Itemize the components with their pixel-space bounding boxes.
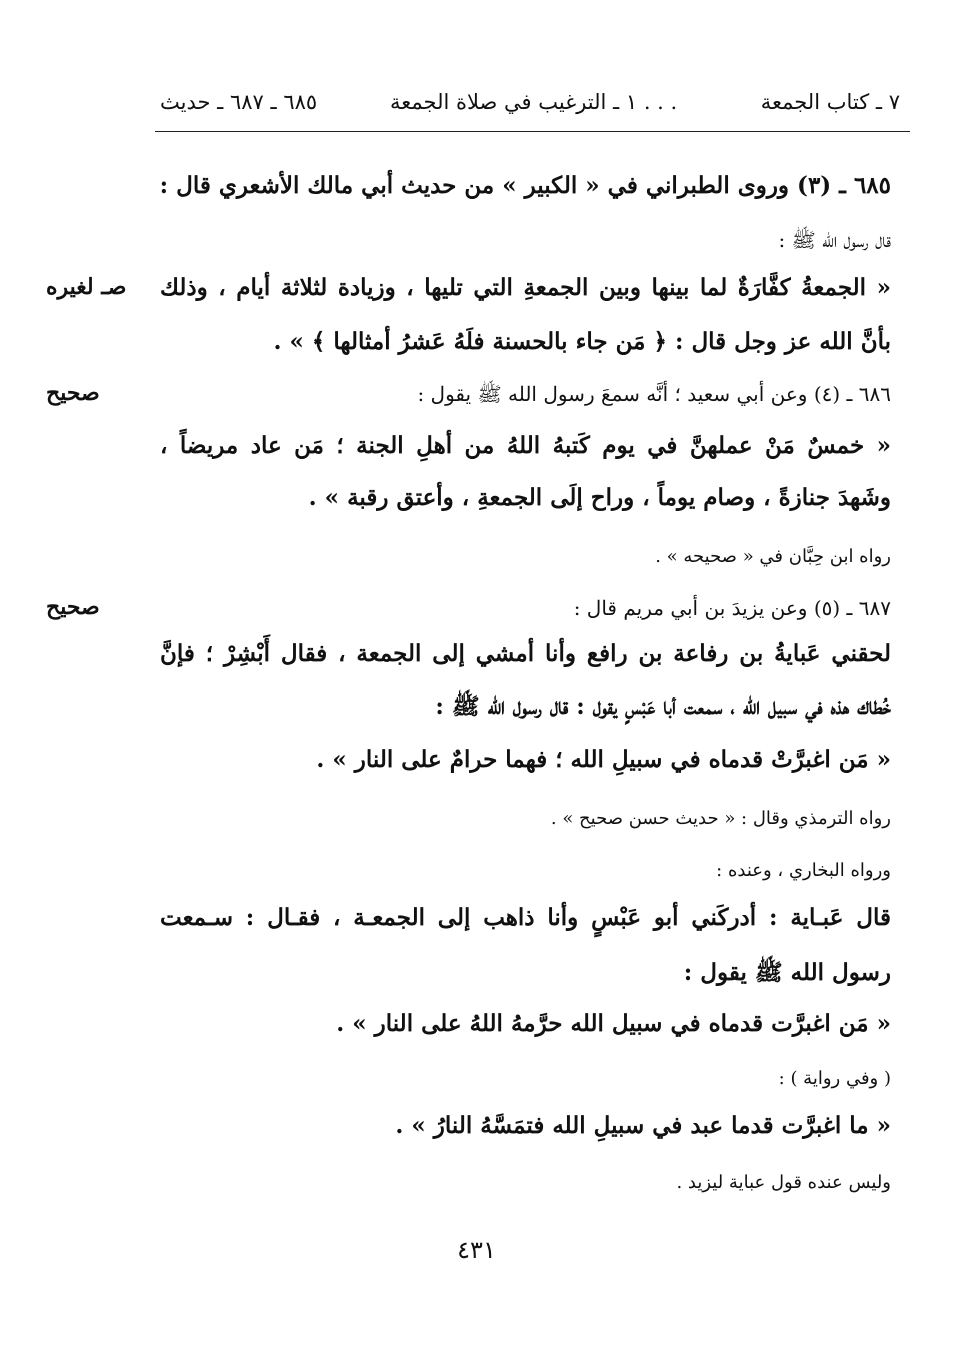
hadith-687-note: وليس عنده قول عباية ليزيد .: [676, 1172, 891, 1193]
hadith-687-text: قال عَبـاية : أدركَني أبو عَبْسٍ وأنا ذاهب إلى الجمعـة ، فقـال : سـمعت: [160, 904, 891, 931]
hadith-687-text: لحقني عَبايةُ بن رفاعة بن رافع وأنا أمشي إلى الجمعة ، فقال أَبْشِرْ ؛ فإنَّ: [160, 640, 891, 667]
hadith-686-intro: ٦٨٦ ـ (٤) وعن أبي سعيد ؛ أنَّه سمعَ رسول الله ﷺ يقول :: [417, 382, 891, 406]
hadith-687-source: ورواه البخاري ، وعنده :: [716, 860, 891, 881]
grade-label: صحيح: [46, 380, 100, 406]
header-hadith-range: ٦٨٥ ـ ٦٨٧ ـ حديث: [160, 90, 318, 114]
hadith-685-text: « الجمعةُ كفَّارَةٌ لما بينها وبين الجمعةِ التي تليها ، وزيادة لثلاثة أيام ، وذلك: [160, 274, 891, 301]
hadith-687-text: خُطاك هذه في سبيل الله ، سمعت أبا عَبْسٍ يقول : قال رسول الله ﷺ :: [435, 693, 891, 720]
hadith-685-text: بأنَّ الله عز وجل قال : ﴿ مَن جاء بالحسنة فلَهُ عَشرُ أمثالها ﴾ » .: [273, 328, 891, 355]
hadith-686-text: « خمسٌ مَنْ عملهنَّ في يوم كَتبهُ اللهُ من أهلِ الجنة ؛ مَن عاد مريضاً ،: [160, 432, 891, 459]
grade-label: صحيح: [46, 594, 100, 620]
hadith-685-intro: ٦٨٥ ـ (٣) وروى الطبراني في « الكبير » من حديث أبي مالك الأشعري قال :: [159, 172, 891, 199]
hadith-687-note: ( وفي رواية ) :: [778, 1068, 891, 1089]
hadith-686-source: رواه ابن حِبَّان في « صحيحه » .: [655, 546, 891, 567]
grade-label: صـ لغيره: [46, 274, 127, 300]
hadith-687-intro: ٦٨٧ ـ (٥) وعن يزيدَ بن أبي مريم قال :: [573, 596, 891, 620]
running-header: [160, 84, 900, 120]
hadith-687-text: رسول الله ﷺ يقول :: [683, 959, 891, 986]
header-divider: [155, 131, 910, 132]
hadith-687-text: « مَن اغبرَّتْ قدماه في سبيلِ الله ؛ فهما حرامٌ على النار » .: [316, 746, 891, 773]
hadith-687-source: رواه الترمذي وقال : « حديث حسن صحيح » .: [550, 808, 891, 829]
hadith-686-text: وشَهدَ جنازةً ، وصام يوماً ، وراح إلَى الجمعةِ ، وأعتق رقبة » .: [308, 484, 891, 511]
header-chapter: ٧ ـ كتاب الجمعة: [760, 90, 900, 114]
page-number: ٤٣١: [457, 1236, 496, 1264]
header-section: ١ ـ الترغيب في صلاة الجمعة . . .: [390, 90, 678, 114]
hadith-685-line: قال رسول الله ﷺ :: [778, 228, 891, 252]
hadith-687-text: « ما اغبرَّت قدما عبد في سبيلِ الله فتمَسَّهُ النارُ » .: [395, 1112, 891, 1139]
hadith-687-text: « مَن اغبرَّت قدماه في سبيل الله حرَّمهُ اللهُ على النار » .: [336, 1010, 891, 1037]
